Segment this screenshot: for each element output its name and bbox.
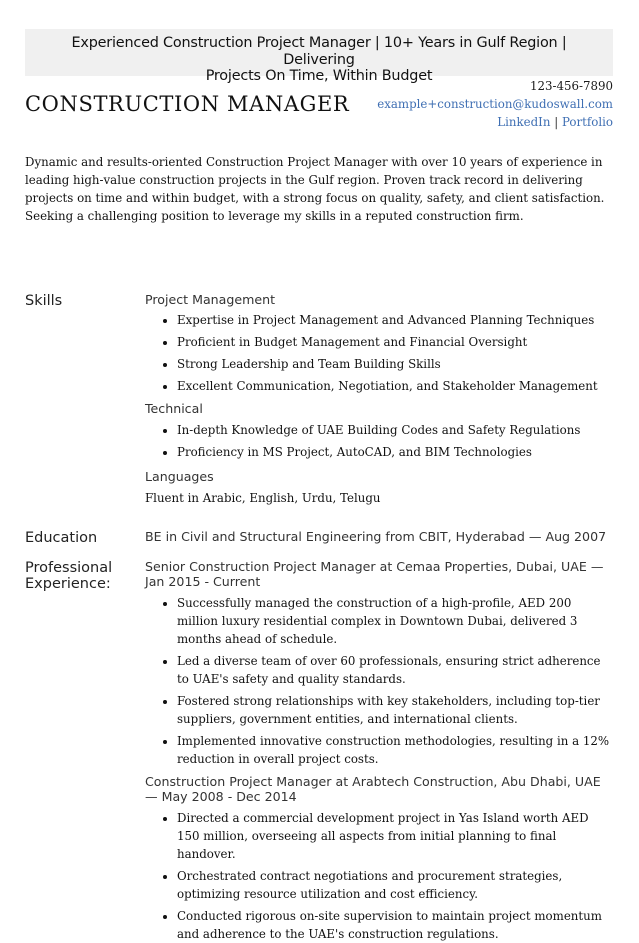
education-entry: BE in Civil and Structural Engineering from CBIT, Hyderabad — Aug 2007: [145, 529, 607, 544]
list-item: • Conducted rigorous on-site supervision to maintain project momentum and adherence to the UAE's construction regulations.: [177, 907, 613, 943]
education-heading: Education: [25, 530, 98, 546]
list-item: • Expertise in Project Management and Advanced Planning Techniques: [177, 311, 613, 329]
project-management-list: [145, 311, 613, 395]
list-item: • Proficiency in MS Project, AutoCAD, and BIM Technologies: [177, 443, 613, 461]
job-bullets: [145, 594, 613, 768]
list-item: • Strong Leadership and Team Building Skills: [177, 355, 613, 373]
list-item: • Successfully managed the construction of a high-profile, AED 200 million luxury residential complex in Downtown Dubai, delivered 3 months ahead of schedule.: [177, 594, 613, 648]
headline-line-2: Projects On Time, Within Budget: [205, 68, 433, 84]
list-item: • Led a diverse team of over 60 professionals, ensuring strict adherence to UAE's safety and quality standards.: [177, 652, 613, 688]
experience-heading-line-2: Experience:: [25, 576, 111, 592]
list-item: • Excellent Communication, Negotiation, and Stakeholder Management: [177, 377, 613, 395]
list-item: • Orchestrated contract negotiations and procurement strategies, optimizing resource utilization and cost efficiency.: [177, 867, 613, 903]
job-bullets: [145, 809, 613, 943]
skills-project-management-heading: Project Management: [145, 292, 276, 307]
summary-paragraph: Dynamic and results-oriented Construction Project Manager with over 10 years of experience in leading high-value construction projects in the Gulf region. Proven track record in delivering projects on time and within budget, with a strong focus on quality, safety, and client satisfaction. Seeking a challenging position to leverage my skills in a reputed construction firm.: [25, 155, 605, 223]
contact-block: [377, 77, 613, 131]
list-item: • Directed a commercial development project in Yas Island worth AED 150 million, overseeing all aspects from initial planning to final handover.: [177, 809, 613, 863]
phone-number: 123-456-7890: [529, 79, 613, 93]
job-title: Construction Project Manager at Arabtech Construction, Abu Dhabi, UAE — May 2008 - Dec 2014: [145, 774, 601, 804]
headline-banner: [25, 29, 613, 84]
portfolio-link[interactable]: Portfolio: [561, 115, 613, 129]
contact-separator: |: [554, 115, 559, 129]
languages-text: Fluent in Arabic, English, Urdu, Telugu: [145, 491, 381, 505]
list-item: • In-depth Knowledge of UAE Building Codes and Safety Regulations: [177, 421, 613, 439]
headline-line-1: Experienced Construction Project Manager | 10+ Years in Gulf Region | Delivering: [71, 35, 567, 68]
email-link[interactable]: example+construction@kudoswall.com: [377, 97, 613, 111]
list-item: • Proficient in Budget Management and Financial Oversight: [177, 333, 613, 351]
experience-heading: [25, 560, 112, 592]
experience-section: [145, 559, 613, 943]
experience-heading-line-1: Professional: [25, 560, 113, 576]
skills-technical-heading: Technical: [145, 401, 203, 416]
linkedin-link[interactable]: LinkedIn: [497, 115, 551, 129]
technical-list: [145, 421, 613, 461]
skills-section: [145, 292, 613, 507]
skills-heading: Skills: [25, 293, 63, 309]
list-item: • Implemented innovative construction methodologies, resulting in a 12% reduction in overall project costs.: [177, 732, 613, 768]
skills-languages-heading: Languages: [145, 469, 214, 484]
resume-name: CONSTRUCTION MANAGER: [25, 92, 350, 116]
list-item: • Fostered strong relationships with key stakeholders, including top-tier suppliers, government entities, and international clients.: [177, 692, 613, 728]
education-section: [145, 529, 613, 544]
job-title: Senior Construction Project Manager at Cemaa Properties, Dubai, UAE — Jan 2015 - Current: [145, 559, 604, 589]
